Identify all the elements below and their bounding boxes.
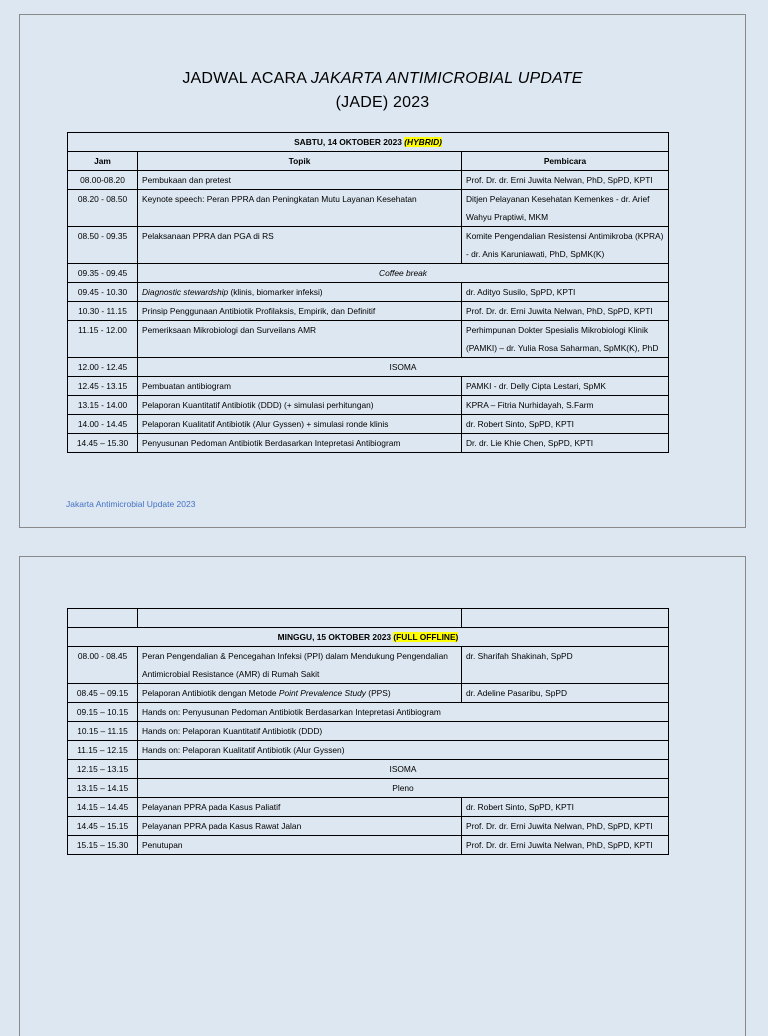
table-row (68, 779, 669, 798)
table-row (68, 302, 669, 321)
topic-cell: Pelaporan Kuantitatif Antibiotik (DDD) (+ simulasi perhitungan) (138, 396, 462, 415)
table-row (68, 264, 669, 283)
schedule-table-day-1 (67, 132, 669, 453)
table-row (68, 836, 669, 855)
time-cell: 08.00-08.20 (68, 171, 138, 190)
full-offline-highlight: (FULL OFFLINE) (393, 632, 459, 642)
title-plain: JADWAL ACARA (182, 70, 311, 87)
day-header-row (68, 133, 669, 152)
table-row (68, 798, 669, 817)
topic-cell: Peran Pengendalian & Pencegahan Infeksi (PPI) dalam Mendukung Pengendalian Antimicrobial Resistance (AMR) di Rumah Sakit (138, 647, 462, 684)
speaker-cell: dr. Sharifah Shakinah, SpPD (462, 647, 669, 684)
table-row (68, 760, 669, 779)
table-row (68, 171, 669, 190)
topic-cell: Pembuatan antibiogram (138, 377, 462, 396)
speaker-cell: Dr. dr. Lie Khie Chen, SpPD, KPTI (462, 434, 669, 453)
table-row (68, 741, 669, 760)
time-cell: 12.15 – 13.15 (68, 760, 138, 779)
speaker-cell: Ditjen Pelayanan Kesehatan Kemenkes - dr. Arief Wahyu Praptiwi, MKM (462, 190, 669, 227)
time-cell: 11.15 – 12.15 (68, 741, 138, 760)
time-cell: 10.30 - 11.15 (68, 302, 138, 321)
table-row (68, 190, 669, 227)
topic-cell: Pelayanan PPRA pada Kasus Paliatif (138, 798, 462, 817)
speaker-cell: dr. Robert Sinto, SpPD, KPTI (462, 798, 669, 817)
topic-cell: Pelaporan Antibiotik dengan Metode Point Prevalence Study (PPS) (138, 684, 462, 703)
topic-cell: Pelaksanaan PPRA dan PGA di RS (138, 227, 462, 264)
break-cell: ISOMA (138, 760, 669, 779)
column-header-row (68, 152, 669, 171)
table-row (68, 358, 669, 377)
time-cell: 14.00 - 14.45 (68, 415, 138, 434)
hybrid-highlight: (HYBRID) (404, 137, 442, 147)
table-row (68, 377, 669, 396)
time-cell: 08.00 - 08.45 (68, 647, 138, 684)
speaker-cell: Prof. Dr. dr. Erni Juwita Nelwan, PhD, SpPD, KPTI (462, 817, 669, 836)
table-row (68, 703, 669, 722)
time-cell: 13.15 - 14.00 (68, 396, 138, 415)
page-footer: Jakarta Antimicrobial Update 2023 (66, 499, 196, 509)
document-page-1 (19, 14, 746, 528)
time-cell: 10.15 – 11.15 (68, 722, 138, 741)
topic-cell: Keynote speech: Peran PPRA dan Peningkatan Mutu Layanan Kesehatan (138, 190, 462, 227)
col-header-jam: Jam (68, 152, 138, 171)
topic-cell: Pelayanan PPRA pada Kasus Rawat Jalan (138, 817, 462, 836)
time-cell: 14.45 – 15.30 (68, 434, 138, 453)
time-cell: 13.15 – 14.15 (68, 779, 138, 798)
speaker-cell: PAMKI - dr. Delly Cipta Lestari, SpMK (462, 377, 669, 396)
hands-on-cell: Hands on: Pelaporan Kuantitatif Antibiotik (DDD) (138, 722, 669, 741)
time-cell: 15.15 – 15.30 (68, 836, 138, 855)
break-cell: ISOMA (138, 358, 669, 377)
topic-cell: Penyusunan Pedoman Antibiotik Berdasarkan Intepretasi Antibiogram (138, 434, 462, 453)
topic-cell: Diagnostic stewardship (klinis, biomarker infeksi) (138, 283, 462, 302)
table-row (68, 396, 669, 415)
time-cell: 09.35 - 09.45 (68, 264, 138, 283)
day-header-row (68, 628, 669, 647)
topic-cell: Pelaporan Kualitatif Antibiotik (Alur Gyssen) + simulasi ronde klinis (138, 415, 462, 434)
speaker-cell: Perhimpunan Dokter Spesialis Mikrobiologi Klinik (PAMKI) – dr. Yulia Rosa Saharman, SpMK(K), PhD (462, 321, 669, 358)
title-italic: JAKARTA ANTIMICROBIAL UPDATE (310, 70, 583, 87)
empty-cell (462, 609, 669, 628)
speaker-cell: dr. Adeline Pasaribu, SpPD (462, 684, 669, 703)
speaker-cell: Prof. Dr. dr. Erni Juwita Nelwan, PhD, SpPD, KPTI (462, 302, 669, 321)
table-row (68, 415, 669, 434)
time-cell: 12.45 - 13.15 (68, 377, 138, 396)
speaker-cell: Prof. Dr. dr. Erni Juwita Nelwan, PhD, SpPD, KPTI (462, 836, 669, 855)
time-cell: 09.15 – 10.15 (68, 703, 138, 722)
speaker-cell: dr. Adityo Susilo, SpPD, KPTI (462, 283, 669, 302)
time-cell: 12.00 - 12.45 (68, 358, 138, 377)
empty-header-row (68, 609, 669, 628)
time-cell: 08.45 – 09.15 (68, 684, 138, 703)
document-page-2 (19, 556, 746, 1036)
speaker-cell: dr. Robert Sinto, SpPD, KPTI (462, 415, 669, 434)
day-2-header: MINGGU, 15 OKTOBER 2023 (FULL OFFLINE) (68, 628, 669, 647)
time-cell: 08.20 - 08.50 (68, 190, 138, 227)
table-row (68, 434, 669, 453)
speaker-cell: Prof. Dr. dr. Erni Juwita Nelwan, PhD, SpPD, KPTI (462, 171, 669, 190)
time-cell: 14.45 – 15.15 (68, 817, 138, 836)
break-cell: Coffee break (138, 264, 669, 283)
hands-on-cell: Hands on: Penyusunan Pedoman Antibiotik Berdasarkan Intepretasi Antibiogram (138, 703, 669, 722)
day-1-header: SABTU, 14 OKTOBER 2023 (HYBRID) (68, 133, 669, 152)
topic-cell: Pemeriksaan Mikrobiologi dan Surveilans AMR (138, 321, 462, 358)
table-row (68, 283, 669, 302)
col-header-pembicara: Pembicara (462, 152, 669, 171)
page-title-line-1 (20, 66, 745, 91)
empty-cell (138, 609, 462, 628)
table-row (68, 684, 669, 703)
topic-cell: Pembukaan dan pretest (138, 171, 462, 190)
time-cell: 11.15 - 12.00 (68, 321, 138, 358)
schedule-table-day-2 (67, 608, 669, 855)
table-row (68, 321, 669, 358)
topic-cell: Penutupan (138, 836, 462, 855)
table-row (68, 817, 669, 836)
speaker-cell: Komite Pengendalian Resistensi Antimikroba (KPRA) - dr. Anis Karuniawati, PhD, SpMK(K) (462, 227, 669, 264)
table-row (68, 647, 669, 684)
time-cell: 09.45 - 10.30 (68, 283, 138, 302)
table-row (68, 227, 669, 264)
empty-cell (68, 609, 138, 628)
col-header-topik: Topik (138, 152, 462, 171)
time-cell: 14.15 – 14.45 (68, 798, 138, 817)
time-cell: 08.50 - 09.35 (68, 227, 138, 264)
speaker-cell: KPRA – Fitria Nurhidayah, S.Farm (462, 396, 669, 415)
table-row (68, 722, 669, 741)
hands-on-cell: Hands on: Pelaporan Kualitatif Antibiotik (Alur Gyssen) (138, 741, 669, 760)
page-title-line-2: (JADE) 2023 (335, 94, 430, 111)
pleno-cell: Pleno (138, 779, 669, 798)
topic-cell: Prinsip Penggunaan Antibiotik Profilaksis, Empirik, dan Definitif (138, 302, 462, 321)
